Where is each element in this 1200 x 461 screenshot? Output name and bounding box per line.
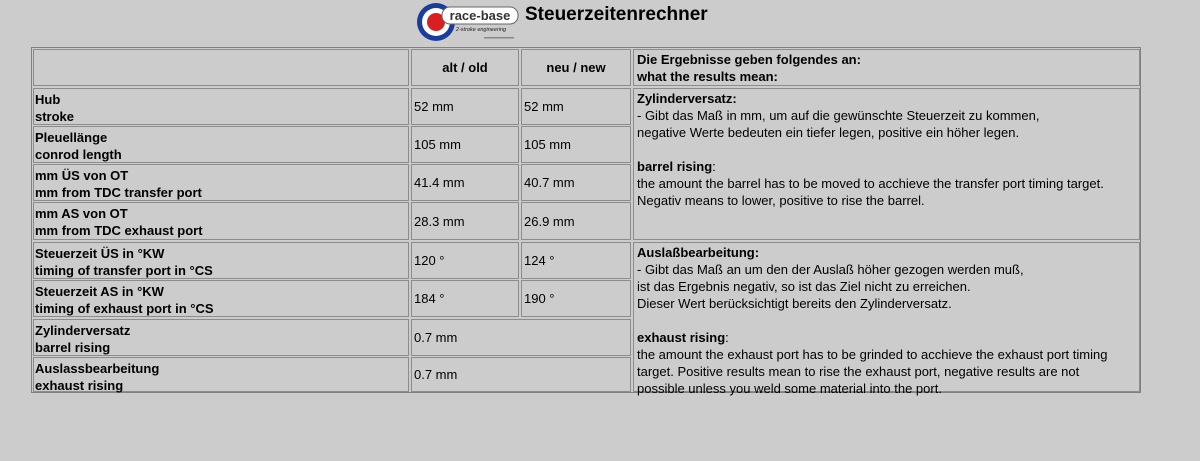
- exhaust-rising-value: 0.7 mm: [411, 357, 631, 392]
- barrel-explanation: Zylinderversatz: - Gibt das Maß in mm, um auf die gewünschte Steuerzeit zu kommen, negative Werte bedeuten ein tiefer legen, positive ein höher legen. barrel rising: the amount the barrel has to be moved to acchieve the transfer port timing target. Negativ means to lower, positive to rise the barrel.: [633, 88, 1140, 240]
- column-header-old: alt / old: [411, 49, 519, 86]
- page-title: Steuerzeitenrechner: [525, 4, 708, 25]
- row-label-exhaust-mm: mm AS von OT mm from TDC exhaust port: [33, 202, 409, 240]
- row-label-stroke: Hub stroke: [33, 88, 409, 125]
- conrod-old-value: 105 mm: [411, 126, 519, 163]
- race-base-logo: [414, 0, 520, 44]
- column-header-new: neu / new: [521, 49, 631, 86]
- calculator-table: [31, 47, 1141, 396]
- row-label-barrel-rising: Zylinderversatz barrel rising: [33, 319, 409, 356]
- exhaust-timing-old-value: 184 °: [411, 280, 519, 317]
- row-label-exhaust-timing: Steuerzeit AS in °KW timing of exhaust port in °CS: [33, 280, 409, 317]
- barrel-rising-value: 0.7 mm: [411, 319, 631, 356]
- svg-text:2-stroke engineering: 2-stroke engineering: [455, 27, 507, 33]
- stroke-old-value: 52 mm: [411, 88, 519, 125]
- page-header: [414, 0, 754, 44]
- header-blank-cell: [33, 49, 409, 86]
- svg-text:race-base: race-base: [449, 8, 511, 23]
- row-label-transfer-timing: Steuerzeit ÜS in °KW timing of transfer port in °CS: [33, 242, 409, 279]
- explanation-heading: Die Ergebnisse geben folgendes an: what the results mean:: [633, 49, 1140, 86]
- row-label-transfer-mm: mm ÜS von OT mm from TDC transfer port: [33, 164, 409, 201]
- transfer-mm-new-value: 40.7 mm: [521, 164, 631, 201]
- transfer-timing-old-value: 120 °: [411, 242, 519, 279]
- exhaust-timing-new-value: 190 °: [521, 280, 631, 317]
- exhaust-mm-old-value: 28.3 mm: [411, 202, 519, 240]
- row-label-exhaust-rising: Auslassbearbeitung exhaust rising: [33, 357, 409, 392]
- stroke-new-value: 52 mm: [521, 88, 631, 125]
- exhaust-mm-new-value: 26.9 mm: [521, 202, 631, 240]
- exhaust-explanation: Auslaßbearbeitung: - Gibt das Maß an um den der Auslaß höher gezogen werden muß, ist das Ergebnis negativ, so ist das Ziel nicht zu erreichen. Dieser Wert berücksichtigt bereits den Zylinderversatz. exhaust rising: the amount the exhaust port has to be grinded to acchieve the exhaust port timing target. Positive results mean to rise the exhaust port, negative results are not possible unless you weld some material into the port.: [633, 242, 1140, 392]
- transfer-timing-new-value: 124 °: [521, 242, 631, 279]
- transfer-mm-old-value: 41.4 mm: [411, 164, 519, 201]
- conrod-new-value: 105 mm: [521, 126, 631, 163]
- row-label-conrod: Pleuellänge conrod length: [33, 126, 409, 163]
